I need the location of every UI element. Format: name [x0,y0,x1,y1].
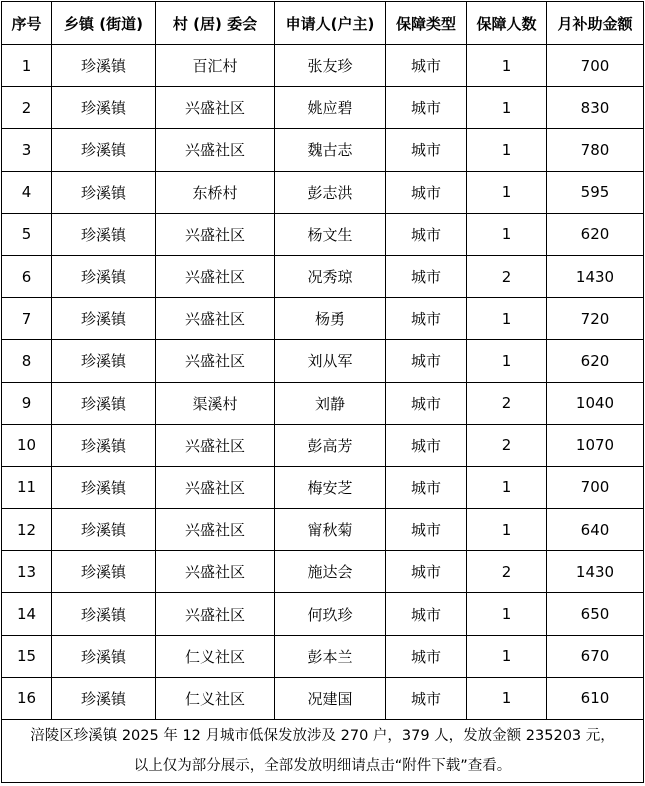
table-cell-amount: 1040 [547,382,644,424]
table-cell-village: 兴盛社区 [156,593,275,635]
table-cell-type: 城市 [386,424,467,466]
table-cell-index: 1 [2,45,52,87]
table-cell-village: 兴盛社区 [156,340,275,382]
table-cell-persons: 1 [467,213,547,255]
table-cell-type: 城市 [386,382,467,424]
table-cell-township: 珍溪镇 [52,255,156,297]
table-cell-village: 兴盛社区 [156,129,275,171]
column-header-amount: 月补助金额 [547,2,644,45]
table-cell-village: 兴盛社区 [156,213,275,255]
table-cell-amount: 620 [547,213,644,255]
table-cell-applicant: 刘静 [275,382,386,424]
table-cell-type: 城市 [386,677,467,719]
table-cell-index: 7 [2,298,52,340]
table-cell-persons: 2 [467,382,547,424]
summary-note [2,720,644,783]
table-cell-persons: 1 [467,298,547,340]
table-row [2,171,644,213]
table-cell-type: 城市 [386,129,467,171]
table-cell-index: 11 [2,466,52,508]
table-cell-township: 珍溪镇 [52,509,156,551]
table-cell-persons: 1 [467,171,547,213]
table-cell-applicant: 施达会 [275,551,386,593]
table-cell-type: 城市 [386,635,467,677]
table-cell-township: 珍溪镇 [52,298,156,340]
table-cell-amount: 830 [547,87,644,129]
table-cell-amount: 1430 [547,551,644,593]
table-cell-township: 珍溪镇 [52,340,156,382]
table-cell-index: 15 [2,635,52,677]
table-cell-township: 珍溪镇 [52,635,156,677]
table-row [2,87,644,129]
table-cell-persons: 2 [467,255,547,297]
table-cell-township: 珍溪镇 [52,45,156,87]
table-cell-applicant: 张友珍 [275,45,386,87]
table-cell-index: 14 [2,593,52,635]
table-body [2,45,644,720]
table-cell-village: 仁义社区 [156,677,275,719]
column-header-type: 保障类型 [386,2,467,45]
table-cell-amount: 780 [547,129,644,171]
table-row [2,509,644,551]
table-cell-persons: 1 [467,340,547,382]
table-cell-type: 城市 [386,255,467,297]
table-cell-persons: 1 [467,593,547,635]
column-header-applicant: 申请人(户主) [275,2,386,45]
table-cell-applicant: 何玖珍 [275,593,386,635]
table-cell-type: 城市 [386,171,467,213]
table-cell-township: 珍溪镇 [52,87,156,129]
table-cell-persons: 1 [467,509,547,551]
table-cell-village: 兴盛社区 [156,466,275,508]
summary-note-line-2: 以上仅为部分展示，全部发放明细请点击“附件下载”查看。 [133,758,512,774]
table-cell-village: 兴盛社区 [156,255,275,297]
table-cell-type: 城市 [386,213,467,255]
table-cell-amount: 595 [547,171,644,213]
column-header-index: 序号 [2,2,52,45]
table-cell-index: 10 [2,424,52,466]
table-cell-township: 珍溪镇 [52,171,156,213]
table-cell-persons: 1 [467,635,547,677]
table-footer [2,720,644,783]
table-cell-applicant: 姚应碧 [275,87,386,129]
footer-row [2,720,644,783]
table-cell-village: 兴盛社区 [156,551,275,593]
table-row [2,635,644,677]
table-cell-township: 珍溪镇 [52,129,156,171]
table-cell-index: 5 [2,213,52,255]
table-row [2,340,644,382]
table-cell-persons: 1 [467,87,547,129]
table-cell-amount: 650 [547,593,644,635]
column-header-village: 村 (居) 委会 [156,2,275,45]
table-cell-township: 珍溪镇 [52,424,156,466]
table-cell-persons: 1 [467,677,547,719]
table-row [2,424,644,466]
table-cell-index: 2 [2,87,52,129]
table-cell-township: 珍溪镇 [52,213,156,255]
table-cell-township: 珍溪镇 [52,466,156,508]
table-cell-amount: 1070 [547,424,644,466]
table-cell-amount: 610 [547,677,644,719]
table-cell-index: 4 [2,171,52,213]
table-cell-index: 12 [2,509,52,551]
table-cell-village: 东桥村 [156,171,275,213]
table-cell-persons: 2 [467,424,547,466]
table-cell-amount: 720 [547,298,644,340]
table-cell-applicant: 杨勇 [275,298,386,340]
table-cell-type: 城市 [386,87,467,129]
table-cell-amount: 700 [547,45,644,87]
table-row [2,213,644,255]
table-cell-type: 城市 [386,551,467,593]
table-cell-village: 兴盛社区 [156,298,275,340]
table-cell-township: 珍溪镇 [52,593,156,635]
document-body [1,1,644,783]
table-row [2,677,644,719]
table-cell-type: 城市 [386,298,467,340]
table-cell-applicant: 刘从军 [275,340,386,382]
table-row [2,298,644,340]
table-cell-persons: 1 [467,45,547,87]
table-cell-type: 城市 [386,466,467,508]
column-header-persons: 保障人数 [467,2,547,45]
table-cell-index: 16 [2,677,52,719]
table-cell-applicant: 甯秋菊 [275,509,386,551]
table-row [2,382,644,424]
table-cell-type: 城市 [386,509,467,551]
table-cell-village: 仁义社区 [156,635,275,677]
table-cell-index: 3 [2,129,52,171]
table-row [2,45,644,87]
table-cell-type: 城市 [386,340,467,382]
table-cell-applicant: 梅安芝 [275,466,386,508]
table-cell-type: 城市 [386,45,467,87]
table-row [2,466,644,508]
table-row [2,551,644,593]
table-cell-persons: 2 [467,551,547,593]
table-cell-applicant: 彭高芳 [275,424,386,466]
table-cell-village: 百汇村 [156,45,275,87]
table-cell-amount: 620 [547,340,644,382]
table-row [2,593,644,635]
table-row [2,129,644,171]
subsidy-table [1,1,644,783]
table-cell-village: 渠溪村 [156,382,275,424]
table-cell-persons: 1 [467,129,547,171]
table-cell-village: 兴盛社区 [156,509,275,551]
table-cell-amount: 1430 [547,255,644,297]
table-cell-township: 珍溪镇 [52,551,156,593]
table-cell-applicant: 彭志洪 [275,171,386,213]
table-cell-applicant: 况秀琼 [275,255,386,297]
table-header [2,2,644,45]
table-row [2,255,644,297]
table-cell-applicant: 杨文生 [275,213,386,255]
table-cell-applicant: 魏古志 [275,129,386,171]
table-cell-village: 兴盛社区 [156,424,275,466]
table-cell-index: 13 [2,551,52,593]
table-cell-township: 珍溪镇 [52,677,156,719]
table-cell-amount: 640 [547,509,644,551]
table-cell-index: 9 [2,382,52,424]
table-cell-amount: 700 [547,466,644,508]
table-cell-applicant: 况建国 [275,677,386,719]
table-cell-amount: 670 [547,635,644,677]
table-cell-index: 6 [2,255,52,297]
table-cell-persons: 1 [467,466,547,508]
table-cell-applicant: 彭本兰 [275,635,386,677]
header-row [2,2,644,45]
table-cell-township: 珍溪镇 [52,382,156,424]
summary-note-line-1: 涪陵区珍溪镇 2025 年 12 月城市低保发放涉及 270 户，379 人，发放金额 235203 元， [30,728,615,744]
table-cell-village: 兴盛社区 [156,87,275,129]
column-header-township: 乡镇 (街道) [52,2,156,45]
table-cell-index: 8 [2,340,52,382]
table-cell-type: 城市 [386,593,467,635]
